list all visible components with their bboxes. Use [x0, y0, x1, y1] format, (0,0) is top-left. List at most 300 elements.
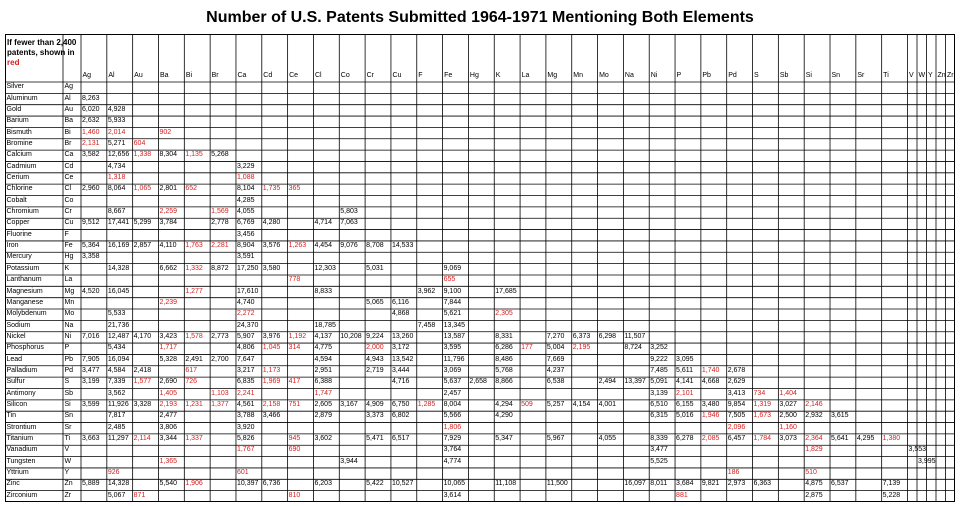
data-cell: 4,295	[856, 435, 875, 443]
row-name: Cobalt	[6, 196, 27, 204]
data-cell: 1,338	[133, 151, 152, 159]
data-cell: 1,365	[159, 457, 178, 465]
column-header: Ce	[289, 72, 299, 79]
data-cell: 3,358	[82, 253, 100, 261]
data-cell: 2,418	[133, 366, 152, 374]
data-cell: 2,131	[82, 139, 100, 147]
data-cell: 5,422	[366, 480, 384, 488]
data-cell: 365	[288, 185, 301, 193]
column-header: S	[754, 72, 759, 79]
data-cell: 1,906	[185, 480, 203, 488]
data-cell: 3,806	[159, 423, 178, 431]
row-symbol: Cr	[64, 208, 72, 216]
data-cell: 5,933	[107, 117, 126, 125]
column-header: Si	[805, 72, 812, 79]
row-symbol: Zn	[64, 480, 73, 488]
data-cell: 17,610	[236, 287, 259, 295]
data-cell: 2,364	[805, 435, 823, 443]
data-cell: 1,806	[443, 423, 462, 431]
row-symbol: Ca	[64, 151, 74, 159]
data-cell: 4,237	[546, 366, 565, 374]
data-cell: 4,137	[314, 332, 332, 340]
row-name: Sodium	[6, 321, 31, 329]
column-header: Ti	[883, 72, 889, 79]
data-cell: 8,872	[211, 264, 229, 272]
data-cell: 3,252	[650, 344, 668, 352]
data-cell: 5,031	[366, 264, 384, 272]
data-cell: 1,318	[107, 174, 126, 181]
data-cell: 1,405	[159, 389, 178, 397]
data-cell: 4,280	[262, 219, 281, 227]
data-cell: 2,477	[159, 412, 178, 420]
data-cell: 3,614	[443, 491, 462, 499]
data-cell: 3,229	[236, 162, 255, 170]
column-header: Cd	[263, 72, 273, 79]
data-cell: 17,441	[107, 219, 130, 227]
data-cell: 4,154	[572, 401, 591, 409]
data-cell: 6,457	[727, 435, 746, 443]
data-cell: 1,377	[211, 401, 229, 409]
data-cell: 617	[185, 366, 197, 374]
row-symbol: Si	[64, 401, 71, 409]
data-cell: 6,315	[650, 412, 668, 420]
row-name: Mercury	[6, 253, 32, 261]
data-cell: 177	[521, 344, 533, 352]
data-cell: 2,801	[159, 185, 178, 193]
data-cell: 6,373	[572, 332, 591, 340]
data-cell: 2,259	[159, 208, 178, 216]
column-header: Mo	[599, 72, 609, 79]
data-cell: 3,373	[366, 412, 384, 420]
data-cell: 3,788	[236, 412, 255, 420]
data-cell: 11,926	[107, 401, 129, 409]
data-cell: 417	[288, 378, 301, 386]
data-cell: 1,337	[185, 435, 203, 443]
row-name: Palladium	[6, 366, 38, 374]
data-cell: 4,868	[391, 310, 410, 318]
data-cell: 1,173	[262, 366, 281, 374]
data-cell: 4,170	[133, 332, 152, 340]
data-cell: 2,096	[727, 423, 746, 431]
data-cell: 8,904	[236, 242, 255, 250]
row-name: Strontium	[6, 423, 37, 431]
data-cell: 2,678	[727, 366, 746, 374]
data-cell: 21,736	[107, 321, 130, 329]
data-cell: 7,458	[417, 321, 436, 329]
data-cell: 8,004	[443, 401, 462, 409]
data-cell: 5,257	[546, 401, 565, 409]
data-cell: 2,239	[159, 298, 178, 306]
column-header: Cu	[392, 72, 402, 79]
data-cell: 7,016	[82, 332, 100, 340]
row-name: Barium	[6, 117, 29, 125]
data-cell: 1,285	[417, 401, 436, 409]
data-cell: 4,943	[366, 355, 384, 363]
data-cell: 1,135	[185, 151, 203, 159]
data-cell: 926	[107, 469, 120, 477]
column-header: La	[521, 72, 530, 79]
data-cell: 6,835	[236, 378, 255, 386]
chart-title: Number of U.S. Patents Submitted 1964-1971 Mentioning Both Elements	[206, 9, 754, 26]
row-symbol: Hg	[64, 253, 74, 261]
data-cell: 4,055	[598, 435, 617, 443]
row-name: Vanadium	[6, 446, 38, 454]
row-name: Nickel	[6, 332, 26, 340]
data-cell: 7,929	[443, 435, 462, 443]
data-cell: 5,016	[676, 412, 694, 420]
data-cell: 6,155	[676, 401, 694, 409]
row-name: Calcium	[6, 151, 32, 159]
data-cell: 2,690	[159, 378, 178, 386]
data-cell: 2,632	[82, 117, 100, 125]
data-cell: 16,094	[107, 355, 130, 363]
row-name: Silicon	[6, 401, 28, 409]
data-cell: 4,141	[676, 378, 694, 386]
row-name: Tungsten	[6, 457, 36, 465]
data-cell: 7,647	[236, 355, 255, 363]
column-header: Y	[928, 72, 933, 79]
data-cell: 3,663	[82, 435, 100, 443]
data-cell: 6,538	[546, 378, 565, 386]
data-cell: 3,344	[159, 435, 178, 443]
data-cell: 8,304	[159, 151, 178, 159]
data-cell: 6,736	[262, 480, 281, 488]
data-cell: 4,294	[495, 401, 513, 409]
data-cell: 3,413	[727, 389, 746, 397]
row-symbol: Cu	[64, 219, 74, 227]
data-cell: 7,063	[340, 219, 358, 227]
column-header: Cr	[366, 72, 374, 79]
data-cell: 5,889	[82, 480, 100, 488]
data-cell: 7,905	[82, 355, 100, 363]
column-header: Sn	[831, 72, 841, 79]
data-cell: 9,222	[650, 355, 668, 363]
data-cell: 9,821	[701, 480, 720, 488]
column-header: Bi	[185, 72, 193, 79]
data-cell: 1,717	[159, 344, 178, 352]
data-cell: 2,272	[236, 310, 255, 318]
data-cell: 1,332	[185, 264, 203, 272]
row-name: Aluminum	[6, 94, 38, 102]
data-cell: 5,471	[366, 435, 384, 443]
data-cell: 5,566	[443, 412, 462, 420]
row-name: Bismuth	[6, 128, 32, 136]
data-cell: 1,088	[236, 174, 255, 181]
data-cell: 4,285	[236, 196, 255, 204]
data-cell: 3,073	[779, 435, 797, 443]
data-cell: 10,397	[236, 480, 259, 488]
data-cell: 3,027	[779, 401, 797, 409]
data-cell: 1,747	[314, 389, 332, 397]
data-cell: 7,270	[546, 332, 565, 340]
data-cell: 3,580	[262, 264, 281, 272]
legend-note-text: If fewer than 2,400 patents, shown in	[7, 38, 77, 57]
data-cell: 1,065	[133, 185, 152, 193]
data-cell: 8,866	[495, 378, 513, 386]
data-cell: 3,591	[236, 253, 255, 261]
data-cell: 9,100	[443, 287, 462, 295]
data-cell: 3,944	[340, 457, 358, 465]
data-cell: 8,486	[495, 355, 513, 363]
data-cell: 4,734	[107, 162, 126, 170]
data-cell: 4,806	[236, 344, 255, 352]
data-cell: 3,466	[262, 412, 281, 420]
data-cell: 5,065	[366, 298, 384, 306]
data-cell: 12,487	[107, 332, 130, 340]
data-cell: 2,457	[443, 389, 462, 397]
row-symbol: V	[64, 446, 70, 454]
column-header: Sb	[779, 72, 789, 79]
column-header: Hg	[469, 72, 479, 79]
column-header: Au	[134, 72, 143, 79]
data-cell: 2,629	[727, 378, 746, 386]
data-cell: 734	[753, 389, 766, 397]
data-cell: 5,091	[650, 378, 668, 386]
data-cell: 7,817	[107, 412, 126, 420]
row-symbol: La	[64, 276, 73, 284]
data-cell: 6,750	[391, 401, 410, 409]
data-cell: 16,097	[624, 480, 646, 488]
row-name: Cerium	[6, 174, 30, 181]
data-cell: 7,485	[650, 366, 668, 374]
data-cell: 4,668	[701, 378, 720, 386]
data-cell: 17,685	[495, 287, 517, 295]
data-cell: 11,297	[107, 435, 129, 443]
column-header: Fe	[444, 72, 453, 79]
data-cell: 16,045	[107, 287, 130, 295]
data-cell: 4,740	[236, 298, 255, 306]
data-cell: 5,228	[882, 491, 901, 499]
data-cell: 8,064	[107, 185, 126, 193]
column-header: Al	[108, 72, 115, 79]
data-cell: 871	[133, 491, 146, 499]
data-cell: 186	[727, 469, 740, 477]
data-cell: 2,000	[366, 344, 384, 352]
data-cell: 1,767	[236, 446, 255, 454]
data-cell: 655	[443, 276, 456, 284]
row-name: Lead	[6, 355, 23, 363]
data-cell: 6,510	[650, 401, 668, 409]
data-cell: 2,773	[211, 332, 229, 340]
data-cell: 13,260	[391, 332, 414, 340]
column-header: W	[918, 72, 926, 79]
data-cell: 509	[521, 401, 533, 409]
data-cell: 1,969	[262, 378, 281, 386]
data-cell: 9,512	[82, 219, 100, 227]
data-cell: 14,328	[107, 264, 130, 272]
data-cell: 1,740	[701, 366, 720, 374]
data-cell: 601	[236, 469, 249, 477]
data-cell: 7,669	[546, 355, 565, 363]
column-header: Ni	[650, 72, 658, 79]
data-cell: 2,146	[805, 401, 823, 409]
data-cell: 1,569	[211, 208, 229, 216]
column-header: Zn	[937, 72, 946, 79]
data-cell: 1,946	[701, 412, 720, 420]
data-cell: 2,085	[701, 435, 720, 443]
data-cell: 3,167	[340, 401, 358, 409]
row-name: Potassium	[6, 264, 40, 272]
data-cell: 10,527	[391, 480, 414, 488]
data-cell: 5,004	[546, 344, 565, 352]
data-cell: 8,724	[624, 344, 642, 352]
data-cell: 2,014	[107, 128, 126, 136]
data-cell: 510	[805, 469, 817, 477]
data-cell: 2,500	[779, 412, 797, 420]
data-cell: 4,774	[443, 457, 462, 465]
data-cell: 24,370	[236, 321, 259, 329]
data-cell: 2,857	[133, 242, 152, 250]
data-cell: 5,967	[546, 435, 565, 443]
row-name: Iron	[6, 242, 19, 250]
data-cell: 8,708	[366, 242, 384, 250]
row-name: Manganese	[6, 298, 44, 306]
data-cell: 11,796	[443, 355, 465, 363]
data-cell: 3,199	[82, 378, 100, 386]
data-cell: 2,494	[598, 378, 617, 386]
data-cell: 7,844	[443, 298, 462, 306]
row-symbol: Mn	[64, 298, 75, 306]
data-cell: 5,067	[107, 491, 126, 499]
data-cell: 4,520	[82, 287, 100, 295]
data-cell: 18,785	[314, 321, 336, 329]
row-symbol: S	[64, 378, 70, 386]
column-header: K	[495, 72, 501, 79]
row-symbol: Fe	[64, 242, 73, 250]
data-cell: 1,277	[185, 287, 203, 295]
data-cell: 1,045	[262, 344, 281, 352]
data-cell: 3,477	[82, 366, 100, 374]
data-cell: 1,784	[753, 435, 772, 443]
data-cell: 3,576	[262, 242, 281, 250]
row-symbol: Co	[64, 196, 74, 204]
data-cell: 6,537	[831, 480, 849, 488]
row-symbol: Au	[64, 105, 74, 113]
row-symbol: Na	[64, 321, 74, 329]
column-header: Co	[340, 72, 350, 79]
row-name: Cadmium	[6, 162, 37, 170]
data-cell: 5,328	[159, 355, 178, 363]
data-cell: 8,667	[107, 208, 126, 216]
column-header: F	[418, 72, 423, 79]
data-cell: 5,299	[133, 219, 152, 227]
data-cell: 5,525	[650, 457, 668, 465]
data-cell: 13,397	[624, 378, 646, 386]
row-name: Gold	[6, 105, 22, 113]
data-cell: 902	[159, 128, 172, 136]
data-cell: 6,388	[314, 378, 332, 386]
data-cell: 4,561	[236, 401, 255, 409]
data-cell: 5,803	[340, 208, 358, 216]
data-cell: 3,684	[676, 480, 694, 488]
row-name: Silver	[6, 83, 25, 91]
data-cell: 3,582	[82, 151, 100, 159]
data-cell: 4,290	[495, 412, 513, 420]
row-name: Tin	[6, 412, 16, 420]
column-header: Mn	[573, 72, 583, 79]
row-symbol: P	[64, 344, 70, 352]
row-symbol: Ba	[64, 117, 74, 125]
data-cell: 1,192	[288, 332, 307, 340]
data-cell: 4,775	[314, 344, 332, 352]
column-header: Ca	[237, 72, 247, 79]
column-header: Zr	[947, 72, 954, 79]
data-cell: 4,584	[107, 366, 126, 374]
data-cell: 12,303	[314, 264, 336, 272]
data-cell: 3,976	[262, 332, 281, 340]
data-cell: 2,241	[236, 389, 255, 397]
data-cell: 3,962	[417, 287, 436, 295]
data-cell: 4,928	[107, 105, 126, 113]
row-symbol: Cl	[64, 185, 72, 193]
data-cell: 2,114	[133, 435, 151, 443]
data-cell: 5,907	[236, 332, 255, 340]
data-cell: 810	[288, 491, 301, 499]
data-cell: 5,621	[443, 310, 462, 318]
data-cell: 4,454	[314, 242, 332, 250]
data-cell: 1,578	[185, 332, 203, 340]
column-header: Pd	[728, 72, 737, 79]
data-cell: 4,110	[159, 242, 177, 250]
data-cell: 12,656	[107, 151, 130, 159]
data-cell: 2,960	[82, 185, 100, 193]
row-name: Zirconium	[6, 491, 38, 499]
data-cell: 3,444	[391, 366, 410, 374]
column-header: Mg	[547, 72, 558, 79]
data-cell: 9,069	[443, 264, 462, 272]
data-cell: 5,611	[676, 366, 694, 374]
data-cell: 3,784	[159, 219, 178, 227]
data-cell: 2,485	[107, 423, 126, 431]
data-cell: 1,735	[262, 185, 281, 193]
data-cell: 4,001	[598, 401, 617, 409]
data-cell: 751	[288, 401, 301, 409]
data-cell: 17,250	[236, 264, 259, 272]
data-cell: 5,434	[107, 344, 126, 352]
data-cell: 11,500	[546, 480, 568, 488]
data-cell: 3,599	[82, 401, 100, 409]
data-cell: 1,380	[882, 435, 901, 443]
data-cell: 3,095	[676, 355, 694, 363]
column-header: V	[909, 72, 914, 79]
data-cell: 2,932	[805, 412, 823, 420]
data-cell: 6,286	[495, 344, 513, 352]
data-cell: 2,193	[159, 401, 178, 409]
row-symbol: Al	[64, 94, 71, 102]
data-cell: 5,533	[107, 310, 126, 318]
data-cell: 2,778	[211, 219, 229, 227]
data-cell: 4,716	[391, 378, 410, 386]
data-cell: 3,477	[650, 446, 668, 454]
data-cell: 5,268	[211, 151, 229, 159]
data-cell: 7,339	[107, 378, 126, 386]
data-cell: 2,101	[676, 389, 694, 397]
data-cell: 10,065	[443, 480, 466, 488]
data-cell: 6,298	[598, 332, 617, 340]
row-symbol: F	[64, 230, 69, 238]
data-cell: 2,658	[469, 378, 487, 386]
data-cell: 3,995	[918, 457, 936, 465]
row-symbol: Ag	[64, 83, 74, 91]
data-cell: 6,517	[391, 435, 410, 443]
row-symbol: Ce	[64, 174, 74, 181]
data-cell: 5,540	[159, 480, 178, 488]
data-cell: 3,423	[159, 332, 178, 340]
data-cell: 2,719	[366, 366, 384, 374]
data-cell: 6,278	[676, 435, 694, 443]
data-cell: 8,833	[314, 287, 332, 295]
column-header: Na	[624, 72, 634, 79]
